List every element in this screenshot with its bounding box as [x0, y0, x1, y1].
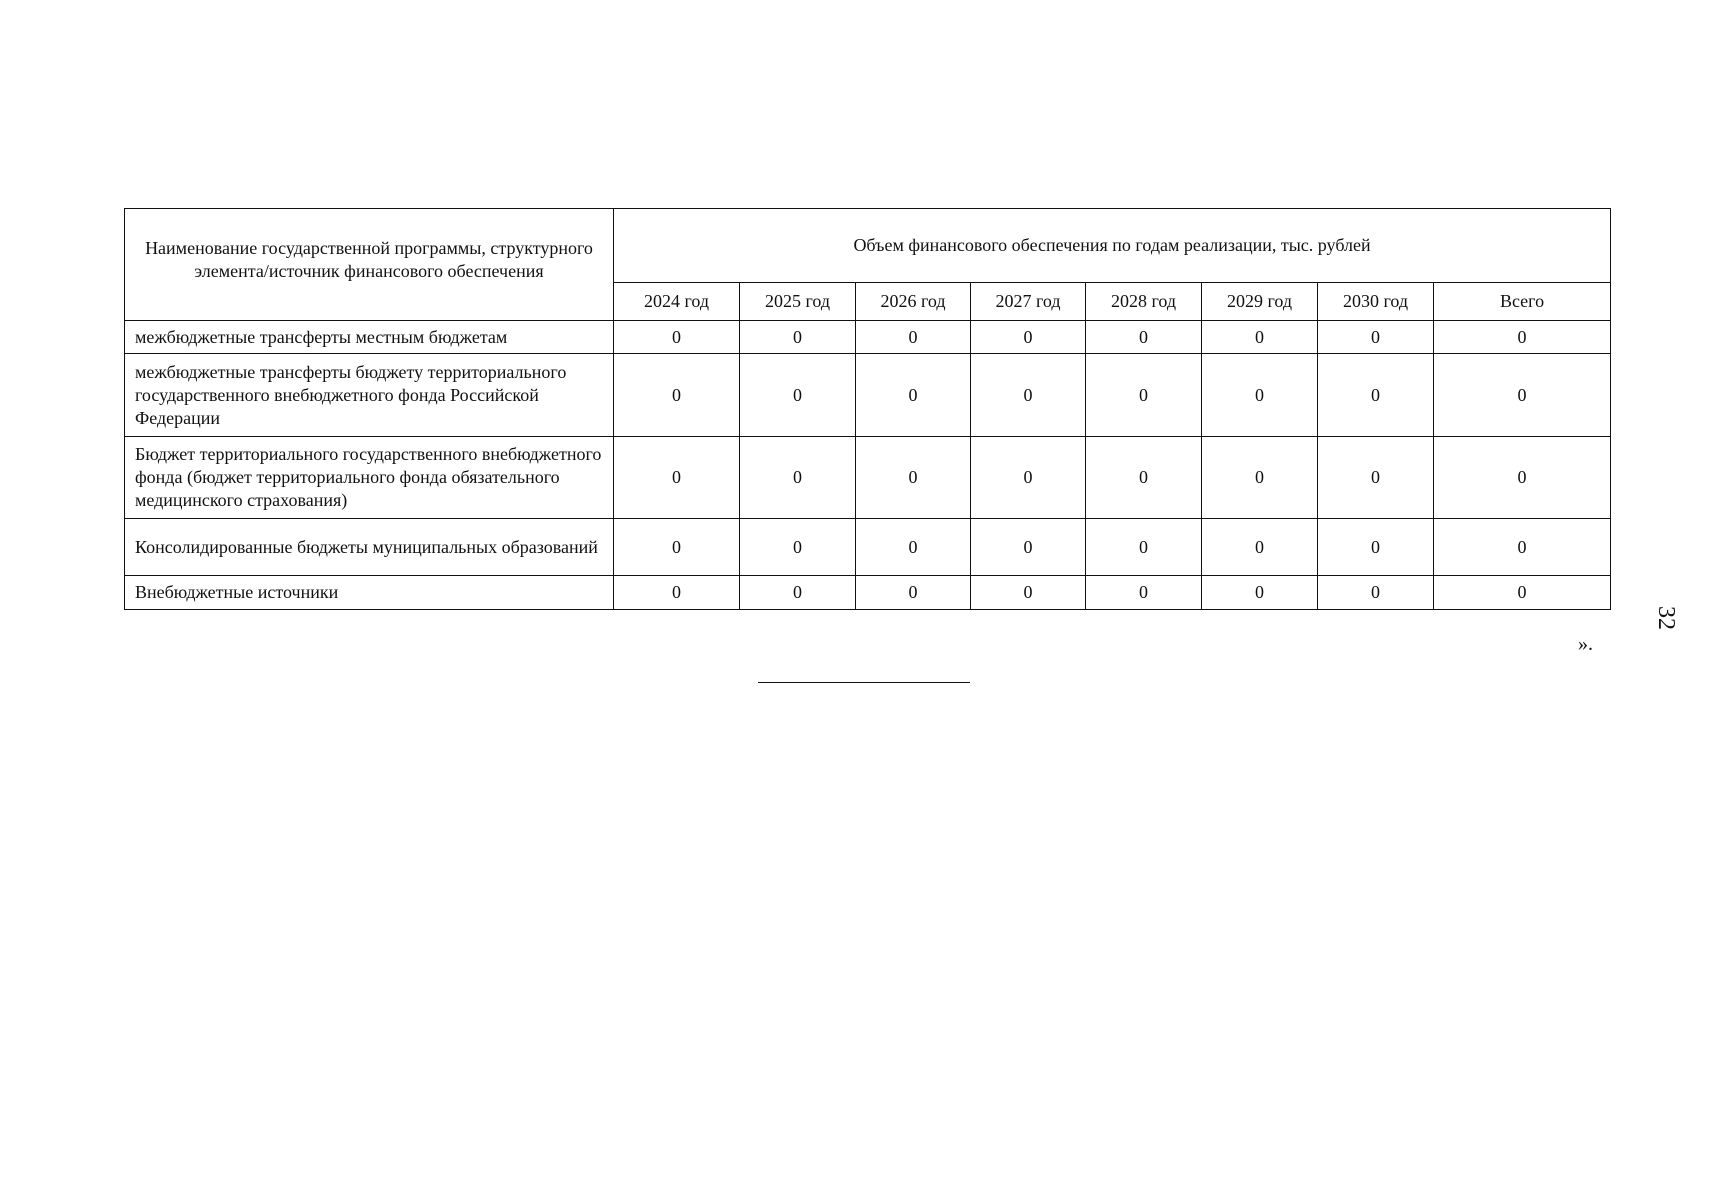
- year-value-cell: 0: [740, 437, 856, 519]
- year-value-cell: 0: [740, 354, 856, 437]
- year-value-cell: 0: [971, 519, 1086, 576]
- year-value-cell: 0: [971, 437, 1086, 519]
- year-column-header: 2028 год: [1086, 282, 1202, 320]
- year-column-header: 2026 год: [856, 282, 971, 320]
- year-column-header: 2030 год: [1318, 282, 1434, 320]
- year-value-cell: 0: [856, 437, 971, 519]
- year-value-cell: 0: [1202, 437, 1318, 519]
- row-label: Внебюджетные источники: [125, 576, 614, 610]
- year-value-cell: 0: [856, 354, 971, 437]
- year-value-cell: 0: [1202, 576, 1318, 610]
- name-column-header: Наименование государственной программы, структурного элемента/источник финансового обеспечения: [125, 209, 614, 321]
- year-value-cell: 0: [1086, 576, 1202, 610]
- year-value-cell: 0: [614, 576, 740, 610]
- row-label: межбюджетные трансферты местным бюджетам: [125, 321, 614, 354]
- year-value-cell: 0: [1318, 576, 1434, 610]
- table-row: [125, 321, 1611, 354]
- year-value-cell: 0: [856, 576, 971, 610]
- year-value-cell: 0: [1318, 519, 1434, 576]
- row-label: Консолидированные бюджеты муниципальных образований: [125, 519, 614, 576]
- year-value-cell: 0: [740, 321, 856, 354]
- year-value-cell: 0: [1086, 321, 1202, 354]
- year-value-cell: 0: [614, 321, 740, 354]
- year-value-cell: 0: [614, 437, 740, 519]
- year-value-cell: 0: [1086, 519, 1202, 576]
- year-value-cell: 0: [1202, 321, 1318, 354]
- page-number: 32: [1653, 606, 1679, 630]
- table-row: [125, 354, 1611, 437]
- year-column-header: 2027 год: [971, 282, 1086, 320]
- year-column-header: 2029 год: [1202, 282, 1318, 320]
- year-value-cell: 0: [1202, 519, 1318, 576]
- year-value-cell: 0: [1202, 354, 1318, 437]
- end-divider-line: [758, 682, 970, 683]
- year-value-cell: 0: [856, 519, 971, 576]
- year-value-cell: 0: [614, 519, 740, 576]
- year-value-cell: 0: [971, 354, 1086, 437]
- row-label: межбюджетные трансферты бюджету территориального государственного внебюджетного фонда Российской Федерации: [125, 354, 614, 437]
- financing-table: [124, 208, 1611, 610]
- year-value-cell: 0: [614, 354, 740, 437]
- year-value-cell: 0: [1086, 354, 1202, 437]
- table-row: [125, 437, 1611, 519]
- year-value-cell: 0: [971, 576, 1086, 610]
- year-value-cell: 0: [1318, 437, 1434, 519]
- year-value-cell: 0: [1318, 354, 1434, 437]
- year-value-cell: 0: [1318, 321, 1434, 354]
- total-value-cell: 0: [1434, 519, 1611, 576]
- year-column-header: 2025 год: [740, 282, 856, 320]
- total-value-cell: 0: [1434, 354, 1611, 437]
- total-value-cell: 0: [1434, 576, 1611, 610]
- total-column-header: Всего: [1434, 282, 1611, 320]
- closing-quote-mark: ».: [1578, 633, 1593, 655]
- year-value-cell: 0: [856, 321, 971, 354]
- table-body: [125, 321, 1611, 610]
- year-column-header: 2024 год: [614, 282, 740, 320]
- total-value-cell: 0: [1434, 437, 1611, 519]
- year-value-cell: 0: [1086, 437, 1202, 519]
- financing-volume-header: Объем финансового обеспечения по годам реализации, тыс. рублей: [614, 209, 1611, 283]
- total-value-cell: 0: [1434, 321, 1611, 354]
- year-value-cell: 0: [740, 519, 856, 576]
- year-value-cell: 0: [971, 321, 1086, 354]
- year-value-cell: 0: [740, 576, 856, 610]
- table-row: [125, 576, 1611, 610]
- row-label: Бюджет территориального государственного внебюджетного фонда (бюджет территориального фонда обязательного медицинского страхования): [125, 437, 614, 519]
- table-row: [125, 519, 1611, 576]
